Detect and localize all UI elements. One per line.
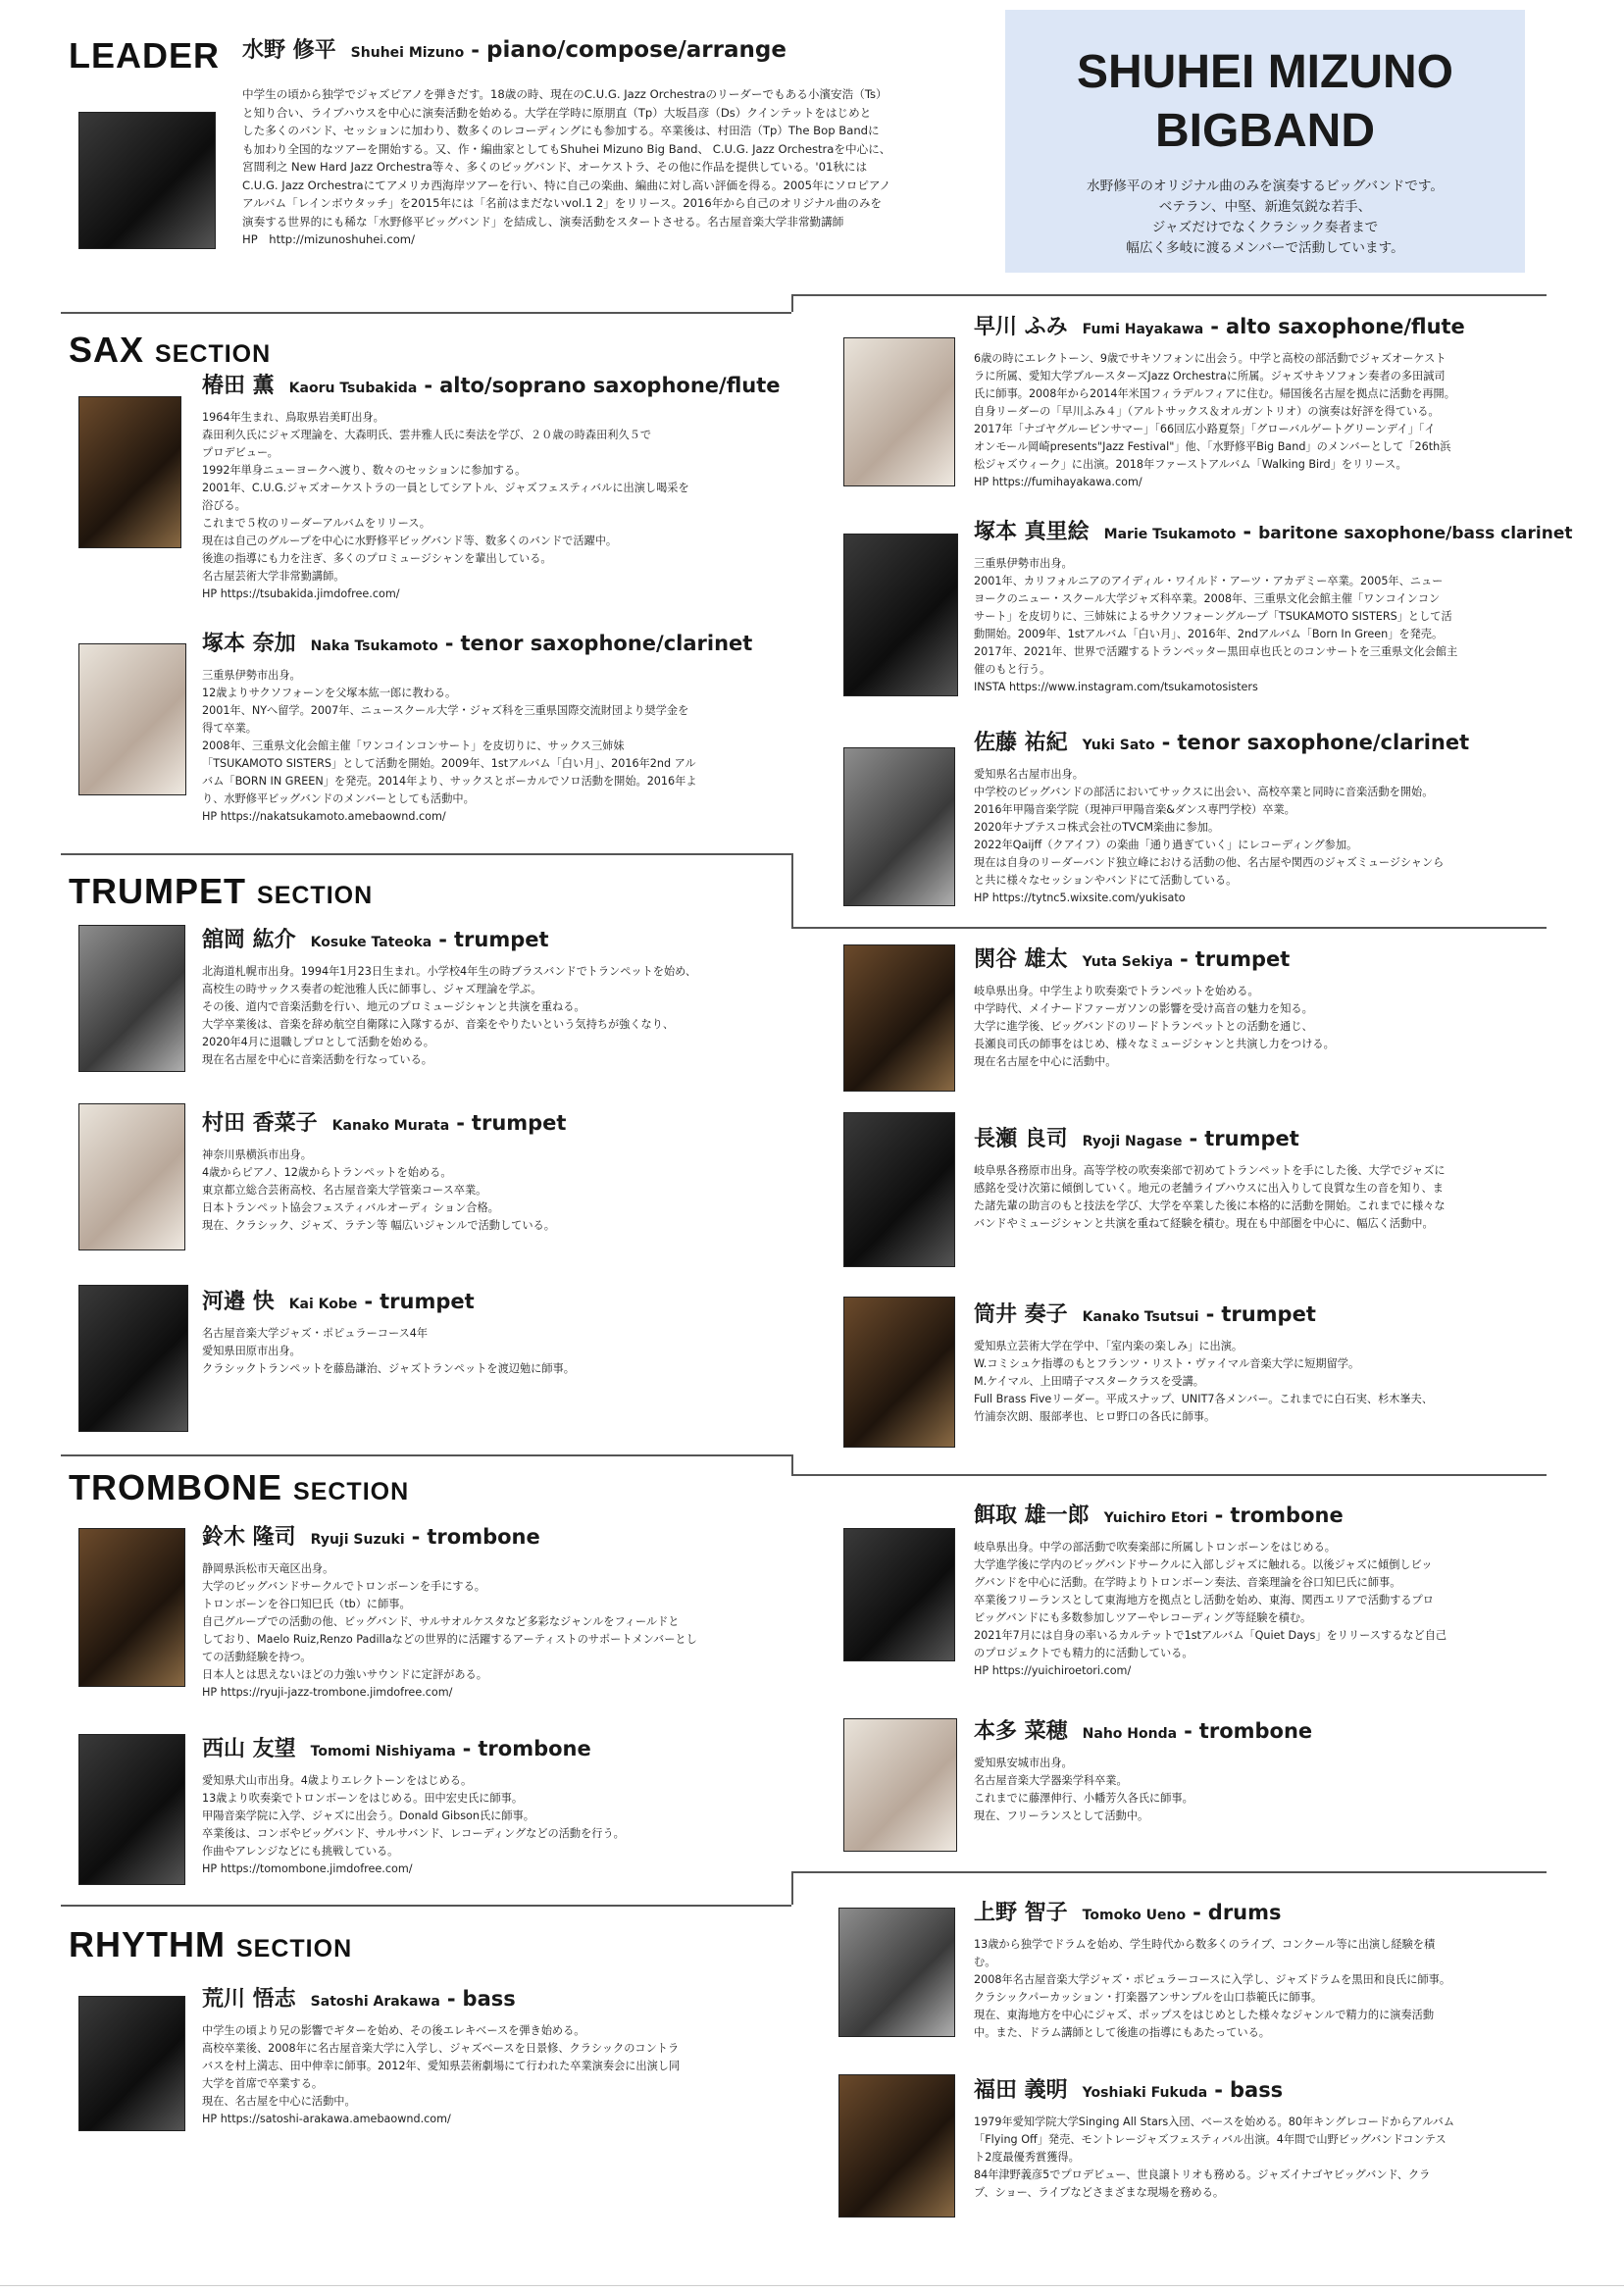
leader-name-line xyxy=(242,35,988,68)
member-block xyxy=(974,517,1573,696)
leader-dash: - xyxy=(471,38,480,62)
leader-bio: 中学生の頃から独学でジャズピアノを弾きだす。18歳の時、現在のC.U.G. Jazz Orchestraのリーダーでもある小濱安浩（Ts） と知り合い、ライブハウスを中心に演奏活動を始める。大学在学時に原朋直（Tp）大坂昌彦（Ds）クインテットをはじめと した多くのバンド、セッションに加わり、数多くのレコーディングにも参加する。卒業後は、村田浩（Tp）The Bop Bandに も加わり全国的なツアーを開始する。又、作・編曲家としてもShuhei Mizuno Big Band、 C.U.G. Jazz Orchestraを中心に、 宮間利之 New Hard Jazz Orchestra等々、多くのビッグバンド、オーケストラ、その他に作品を提供している。'01秋には C.U.G. Jazz Orchestraにてアメリカ西海岸ツアーを行い、特に自己の楽曲、編曲に対し高い評価を得る。2005年にソロピアノ アルバム「レインボウタッチ」を2015年には「名前はまだないvol.1 2」をリリース。2016年から自己のオリジナル曲のみを 演奏する世界的にも稀な「水野修平ビッグバンド」を結成し、演奏活動をスタートさせる。名古屋音楽大学非常勤講師 HP http://mizunoshuhei.com/ xyxy=(242,87,891,246)
member-name-line xyxy=(202,1522,790,1555)
member-name-jp: 塚本 奈加 xyxy=(202,632,296,656)
member-photo xyxy=(78,396,181,548)
member-name-line xyxy=(974,2075,1543,2108)
member-block xyxy=(974,728,1543,907)
member-block xyxy=(202,1287,790,1378)
member-name-jp: 西山 友望 xyxy=(202,1737,296,1761)
member-name-line xyxy=(202,925,790,957)
member-dash: - xyxy=(1205,1302,1215,1326)
member-dash: - xyxy=(1161,731,1171,754)
member-dash: - xyxy=(444,632,454,655)
member-name-jp: 河邉 快 xyxy=(202,1290,275,1314)
member-block xyxy=(202,1108,790,1235)
member-instrument: alto/soprano saxophone/flute xyxy=(439,374,781,397)
member-name-line xyxy=(974,1501,1543,1533)
member-bio: 三重県伊勢市出身。 2001年、カリフォルニアのアイディル・ワイルド・アーツ・アカデミー卒業。2005年、ニュー ヨークのニュー・スクール大学ジャズ科卒業。2008年、三重県文化会館主催「ワンコインコン サート」を皮切りに、三姉妹によるサクソフォーングループ「TSUKAMOTO SISTERS」として活 動開始。2009年、1stアルバム「白い月」、2016年、2ndアルバム「Born In Green」を発売。 2017年、2021年、世界で活躍するトランペッター黒田卓也氏とのコンサートを三重県文化会館主 催のもと行う。 INSTA https://www.instagram.com/tsukamotosisters xyxy=(974,557,1458,693)
member-name-jp: 餌取 雄一郎 xyxy=(974,1504,1090,1528)
member-dash: - xyxy=(1243,520,1252,543)
member-block xyxy=(202,1522,790,1702)
member-instrument: trombone xyxy=(478,1737,591,1760)
member-photo xyxy=(78,1528,185,1687)
trumpet-section-label: TRUMPET xyxy=(69,871,246,911)
member-bio: 13歳から独学でドラムを始め、学生時代から数多くのライブ、コンクール等に出演し経験を積 む。 2008年名古屋音楽大学ジャズ・ポピュラーコースに入学し、ジャズドラムを黒田和良氏に師事。 クラシックパーカッション・打楽器アンサンブルを山口恭範氏に師事。 現在、東海地方を中心にジャズ、ポップスをはじめとした様々なジャンルで精力的に演奏活動 中。また、ドラム講師として後進の指導にもあたっている。 xyxy=(974,1938,1451,2039)
member-name-en: Tomoko Ueno xyxy=(1082,1908,1187,1923)
sax-section-label: SAX xyxy=(69,330,145,370)
member-name-jp: 本多 菜穂 xyxy=(974,1719,1068,1744)
member-bio: 1979年愛知学院大学Singing All Stars入団、ベースを始める。80年キングレコードからアルバム 「Flying Off」発売、モントレージャズフェスティバル出演。4年間で山野ビッグバンドコンテス ト2度最優秀賞獲得。 84年津野義彦5でプロデビュー、世良譲トリオも務める。ジャズイナゴヤビッグバンド、クラ ブ、ショー、ライブなどさまざまな現場を務める。 xyxy=(974,2116,1455,2199)
divider-line xyxy=(791,1871,793,1905)
member-instrument: baritone saxophone/bass clarinet xyxy=(1258,524,1573,543)
member-photo xyxy=(78,925,185,1072)
rhythm-section-label: RHYTHM xyxy=(69,1924,226,1964)
member-bio: 岐阜県各務原市出身。高等学校の吹奏楽部で初めてトランペットを手にした後、大学でジャズに 感銘を受け次第に傾倒していく。地元の老舗ライブハウスに出入りして良質な生の音を知り、ま た諸先輩の助言のもと技法を学び、大学を卒業した後に本格的に活動を開始。これまでに様々な バンドやミュージシャンと共演を重ねて経験を積む。現在も中部圏を中心に、幅広く活動中。 xyxy=(974,1164,1446,1230)
member-name-line xyxy=(974,312,1543,344)
member-photo xyxy=(78,1734,185,1885)
member-block xyxy=(974,2075,1543,2202)
member-name-jp: 塚本 真里絵 xyxy=(974,520,1090,544)
trombone-section-title xyxy=(69,1467,409,1508)
member-name-en: Yuichiro Etori xyxy=(1103,1510,1208,1526)
member-dash: - xyxy=(1210,315,1219,338)
band-info-box xyxy=(1005,10,1525,273)
divider-line xyxy=(791,1871,1547,1873)
member-dash: - xyxy=(1189,1127,1198,1150)
member-name-en: Fumi Hayakawa xyxy=(1082,322,1204,337)
member-block xyxy=(974,1898,1543,2042)
member-name-en: Ryoji Nagase xyxy=(1082,1134,1183,1149)
member-name-line xyxy=(202,1108,790,1141)
member-name-line xyxy=(974,1300,1543,1332)
member-block xyxy=(202,1734,790,1878)
member-dash: - xyxy=(438,928,447,951)
member-dash: - xyxy=(411,1525,421,1549)
divider-line xyxy=(61,853,791,855)
rhythm-section-title xyxy=(69,1924,352,1965)
member-name-en: Marie Tsukamoto xyxy=(1103,527,1237,542)
member-bio: 愛知県立芸術大学在学中、「室内楽の楽しみ」に出演。 W.コミシュケ指導のもとフランツ・リスト・ヴァイマル音楽大学に短期留学。 M.ケイマル、上田晴子マスタークラスを受講。 Full Brass Fiveリーダー。平成スナップ、UNIT7各メンバー。これまでに白石実、杉木峯夫、 竹浦奈次朗、服部孝也、ヒロ野口の各氏に師事。 xyxy=(974,1340,1434,1423)
member-instrument: trumpet xyxy=(453,928,549,951)
member-name-line xyxy=(202,371,790,403)
member-name-line xyxy=(974,1124,1543,1156)
member-bio: 三重県伊勢市出身。 12歳よりサクソフォーンを父塚本紘一郎に教わる。 2001年、NYへ留学。2007年、ニュースクール大学・ジャズ科を三重県国際交流財団より奨学金を 得て卒業。 2008年、三重県文化会館主催「ワンコインコンサート」を皮切りに、サックス三姉妹 「TSUKAMOTO SISTERS」として活動を開始。2009年、1stアルバム「白い月」、2016年2nd アル バム「BORN IN GREEN」を発売。2014年より、サックスとボーカルでソロ活動を開始。2016年よ り、水野修平ビッグバンドのメンバーとしても活動中。 HP https://nakatsukamoto.amebaownd.com/ xyxy=(202,669,697,823)
member-name-en: Yoshiaki Fukuda xyxy=(1082,2085,1208,2101)
member-photo xyxy=(843,337,955,486)
member-bio: 1964年生まれ、鳥取県岩美町出身。 森田利久氏にジャズ理論を、大森明氏、雲井雅人氏に奏法を学び、２０歳の時森田利久５で プロデビュー。 1992年単身ニューヨークへ渡り、数々のセッションに参加する。 2001年、C.U.G.ジャズオーケストラの一員としてシアトル、ジャズフェスティバルに出演し喝采を 浴びる。 これまで５枚のリーダーアルバムをリリース。 現在は自己のグループを中心に水野修平ビッグバンド等、数多くのバンドで活躍中。 後進の指導にも力を注ぎ、多くのプロミュージシャンを輩出している。 名古屋芸術大学非常勤講師。 HP https://tsubakida.jimdofree.com/ xyxy=(202,411,689,600)
divider-line xyxy=(791,294,1547,296)
divider-line xyxy=(791,853,793,927)
member-dash: - xyxy=(446,1987,456,2011)
member-name-en: Naho Honda xyxy=(1082,1726,1178,1742)
member-block xyxy=(202,925,790,1069)
member-photo xyxy=(843,1112,955,1267)
member-bio: 神奈川県横浜市出身。 4歳からピアノ、12歳からトランペットを始める。 東京都立総合芸術高校、名古屋音楽大学管楽コース卒業。 日本トランペット協会フェスティバルオーディ ション合格。 現在、クラシック、ジャズ、ラテン等 幅広いジャンルで活動している。 xyxy=(202,1148,555,1232)
trumpet-section-title xyxy=(69,871,373,912)
section-suffix: SECTION xyxy=(155,340,272,368)
member-block xyxy=(202,371,790,603)
member-dash: - xyxy=(462,1737,472,1760)
band-title-line2: BIGBAND xyxy=(1155,105,1375,157)
member-name-line xyxy=(974,1898,1543,1930)
band-title-line1: SHUHEI MIZUNO xyxy=(1077,46,1453,98)
member-name-jp: 福田 義明 xyxy=(974,2078,1068,2103)
member-photo xyxy=(78,1103,185,1250)
member-dash: - xyxy=(456,1111,465,1135)
divider-line xyxy=(61,1905,791,1907)
member-name-jp: 早川 ふみ xyxy=(974,315,1068,339)
member-name-en: Yuki Sato xyxy=(1082,738,1155,753)
member-photo xyxy=(838,2074,955,2218)
member-instrument: trombone xyxy=(427,1525,540,1549)
member-dash: - xyxy=(424,374,433,397)
member-name-jp: 荒川 悟志 xyxy=(202,1987,296,2012)
member-name-jp: 椿田 薫 xyxy=(202,374,275,398)
member-name-line xyxy=(202,1984,790,2016)
band-description: 水野修平のオリジナル曲のみを演奏するビッグバンドです。 ベテラン、中堅、新進気鋭な若手、 ジャズだけでなくクラシック奏者まで 幅広く多岐に渡るメンバーで活動しています。 xyxy=(1087,178,1444,256)
member-dash: - xyxy=(1193,1901,1201,1924)
member-instrument: alto saxophone/flute xyxy=(1225,315,1465,338)
section-suffix: SECTION xyxy=(293,1478,410,1505)
member-photo xyxy=(78,1285,188,1432)
member-bio: 岐阜県出身。中学生より吹奏楽でトランペットを始める。 中学時代、メイナードファーガソンの影響を受け高音の魅力を知る。 大学に進学後、ビッグバンドのリードトランペットとの活動を通じ、 長瀬良司氏の師事をはじめ、様々なミュージシャンと共演し力をつける。 現在名古屋を中心に活動中。 xyxy=(974,985,1335,1068)
member-dash: - xyxy=(1214,1504,1224,1527)
member-name-en: Yuta Sekiya xyxy=(1082,954,1174,970)
member-name-line xyxy=(202,1287,790,1319)
member-name-jp: 長瀬 良司 xyxy=(974,1127,1068,1151)
member-dash: - xyxy=(1214,2078,1223,2102)
member-name-jp: 上野 智子 xyxy=(974,1901,1068,1925)
section-suffix: SECTION xyxy=(236,1935,353,1963)
divider-line xyxy=(791,294,793,312)
member-instrument: bass xyxy=(1229,2078,1284,2102)
member-block xyxy=(974,1501,1543,1680)
member-instrument: trumpet xyxy=(1204,1127,1299,1150)
member-name-en: Kanako Murata xyxy=(331,1118,450,1134)
member-bio: 静岡県浜松市天竜区出身。 大学のビッグバンドサークルでトロンボーンを手にする。 トロンボーンを谷口知巳氏（tb）に師事。 自己グループでの活動の他、ビッグバンド、サルサオルケスタなど多彩なジャンルをフィールドと しており、Maelo Ruiz,Renzo Padillaなどの世界的に活躍するアーティストのサポートメンバーとし ての活動経験を持つ。 日本人とは思えないほどの力強いサウンドに定評がある。 HP https://ryuji-jazz-trombone.jimdofree.com/ xyxy=(202,1562,697,1699)
divider-line xyxy=(61,312,791,314)
member-photo xyxy=(843,1297,955,1448)
member-bio: 6歳の時にエレクトーン、9歳でサキソフォンに出会う。中学と高校の部活動でジャズオーケスト ラに所属、愛知大学ブルースターズJazz Orchestraに所属。ジャズサキソフォン奏者の多田誠司 氏に師事。2008年から2014年米国フィラデルフィアに住む。帰国後名古屋を拠点に活動を再開。 自身リーダーの「早川ふみ４」（アルトサックス＆オルガントリオ）の演奏は好評を得ている。 2017年「ナゴヤグルービンサマー」「66回広小路夏祭」「グローバルゲートグリーンデイ」「イ オンモール岡崎presents"Jazz Festival"」他、「水野修平Big Band」のメンバーとして「26th浜 松ジャズウィーク」に出演。2018年ファーストアルバム「Walking Bird」をリリース。 HP https://fumihayakawa.com/ xyxy=(974,352,1455,488)
leader-section-title: LEADER xyxy=(69,35,221,76)
member-block xyxy=(974,944,1543,1071)
member-block xyxy=(974,1300,1543,1426)
leader-photo xyxy=(78,112,216,249)
member-photo xyxy=(843,1528,955,1661)
member-instrument: trumpet xyxy=(380,1290,475,1313)
member-name-en: Satoshi Arakawa xyxy=(310,1994,440,2010)
member-photo xyxy=(838,1908,955,2037)
member-name-line xyxy=(202,1734,790,1766)
leader-name-en: Shuhei Mizuno xyxy=(350,45,465,61)
member-name-jp: 筒井 奏子 xyxy=(974,1302,1068,1327)
member-name-line xyxy=(974,944,1543,977)
member-bio: 名古屋音楽大学ジャズ・ポピュラーコース4年 愛知県田原市出身。 クラシックトランペットを藤島謙治、ジャズトランペットを渡辺勉に師事。 xyxy=(202,1327,575,1375)
leader-block xyxy=(242,35,988,249)
member-bio: 愛知県名古屋市出身。 中学校のビッグバンドの部活においてサックスに出会い、高校卒業と同時に音楽活動を開始。 2016年甲陽音楽学院（現神戸甲陽音楽&ダンス専門学校）卒業。 2020年ナブテスコ株式会社のTVCM楽曲に参加。 2022年Qaijff（クアイフ）の楽曲「通り過ぎていく」にレコーディング参加。 現在は自身のリーダーバンド独立峰における活動の他、名古屋や関西のジャズミュージシャンら と共に様々なセッションやバンドにて活動している。 HP https://tytnc5.wixsite.com/yukisato xyxy=(974,768,1445,904)
member-name-en: Kaoru Tsubakida xyxy=(288,381,418,396)
member-bio: 北海道札幌市出身。1994年1月23日生まれ。小学校4年生の時ブラスバンドでトランペットを始め、 高校生の時サックス奏者の蛇池雅人氏に師事し、ジャズ理論を学ぶ。 その後、道内で音楽活動を行い、地元のプロミュージシャンと共演を重ねる。 大学卒業後は、音楽を辞め航空自衛隊に入隊するが、音楽をやりたいという気持ちが強くなり、 2020年4月に退職しプロとして活動を始める。 現在名古屋を中心に音楽活動を行なっている。 xyxy=(202,965,697,1066)
member-instrument: trumpet xyxy=(1194,947,1291,971)
member-name-en: Naka Tsukamoto xyxy=(310,638,438,654)
member-photo xyxy=(78,643,186,795)
divider-line xyxy=(61,1454,791,1456)
member-bio: 愛知県安城市出身。 名古屋音楽大学器楽学科卒業。 これまでに藤澤伸行、小幡芳久各氏に師事。 現在、フリーランスとして活動中。 xyxy=(974,1757,1193,1822)
section-suffix: SECTION xyxy=(257,882,374,909)
member-name-en: Tomomi Nishiyama xyxy=(310,1744,456,1759)
member-name-jp: 村田 香菜子 xyxy=(202,1111,318,1136)
member-name-line xyxy=(974,1716,1543,1749)
divider-line xyxy=(791,1474,1547,1476)
member-name-en: Kai Kobe xyxy=(288,1297,358,1312)
member-instrument: drums xyxy=(1207,1901,1282,1924)
member-name-jp: 関谷 雄太 xyxy=(974,947,1068,972)
member-name-jp: 佐藤 祐紀 xyxy=(974,731,1068,755)
member-bio: 中学生の頃より兄の影響でギターを始め、その後エレキベースを弾き始める。 高校卒業後、2008年に名古屋音楽大学に入学し、ジャズベースを日景修、クラシックのコントラ バスを村上満志、田中伸幸に師事。2012年、愛知県芸術劇場にて行われた卒業演奏会に出演し同 大学を首席で卒業する。 現在、名古屋を中心に活動中。 HP https://satoshi-arakawa.amebaownd.com/ xyxy=(202,2024,681,2125)
member-instrument: bass xyxy=(462,1987,516,2011)
divider-line xyxy=(791,1454,793,1474)
divider-line xyxy=(791,927,1547,929)
member-name-line xyxy=(974,517,1573,549)
member-instrument: trumpet xyxy=(471,1111,567,1135)
member-name-en: Ryuji Suzuki xyxy=(310,1532,405,1548)
trombone-section-label: TROMBONE xyxy=(69,1467,282,1507)
member-dash: - xyxy=(1184,1719,1193,1743)
member-name-line xyxy=(202,629,790,661)
member-name-jp: 鈴木 隆司 xyxy=(202,1525,296,1550)
page-bottom-edge xyxy=(0,2285,1624,2286)
member-bio: 愛知県犬山市出身。4歳よりエレクトーンをはじめる。 13歳より吹奏楽でトロンボーンをはじめる。田中宏史氏に師事。 甲陽音楽学院に入学、ジャズに出会う。Donald Gibson氏に師事。 卒業後は、コンボやビッグバンド、サルサバンド、レコーディングなどの活動を行う。 作曲やアレンジなどにも挑戦している。 HP https://tomombone.jimdofree.com/ xyxy=(202,1774,625,1875)
leader-name-jp: 水野 修平 xyxy=(242,38,336,63)
sax-section-title xyxy=(69,330,271,371)
member-name-en: Kanako Tsutsui xyxy=(1082,1309,1199,1325)
member-block xyxy=(202,629,790,826)
member-instrument: trombone xyxy=(1230,1504,1344,1527)
member-dash: - xyxy=(1180,947,1189,971)
member-name-en: Kosuke Tateoka xyxy=(310,935,432,950)
member-photo xyxy=(843,944,955,1092)
member-instrument: trumpet xyxy=(1221,1302,1316,1326)
member-name-line xyxy=(974,728,1543,760)
member-block xyxy=(202,1984,790,2128)
member-block xyxy=(974,1124,1543,1233)
member-block xyxy=(974,312,1543,491)
member-block xyxy=(974,1716,1543,1825)
member-dash: - xyxy=(364,1290,374,1313)
leader-instrument: piano/compose/arrange xyxy=(485,37,787,63)
member-bio: 岐阜県出身。中学の部活動で吹奏楽部に所属しトロンボーンをはじめる。 大学進学後に学内のビッグバンドサークルに入部しジャズに触れる。以後ジャズに傾倒しビッ グバンドを中心に活動。在学時よりトロンボーン奏法、音楽理論を谷口知巳氏に師事。 卒業後フリーランスとして東海地方を拠点とし活動を始め、東海、関西エリアで活動するプロ ビッグバンドにも多数参加しツアーやレコーディング等経験を積む。 2021年7月には自身の率いるカルテットで1stアルバム「Quiet Days」をリリースするなど自己 のプロジェクトでも精力的に活動している。 HP https://yuichiroetori.com/ xyxy=(974,1541,1447,1677)
band-title xyxy=(1005,43,1525,161)
member-photo xyxy=(78,1996,185,2131)
member-name-jp: 舘岡 紘介 xyxy=(202,928,296,952)
member-instrument: trombone xyxy=(1198,1719,1313,1743)
member-photo xyxy=(843,1718,957,1852)
member-photo xyxy=(843,534,958,696)
member-instrument: tenor saxophone/clarinet xyxy=(1177,731,1470,754)
member-instrument: tenor saxophone/clarinet xyxy=(460,632,753,655)
member-photo xyxy=(843,747,955,906)
